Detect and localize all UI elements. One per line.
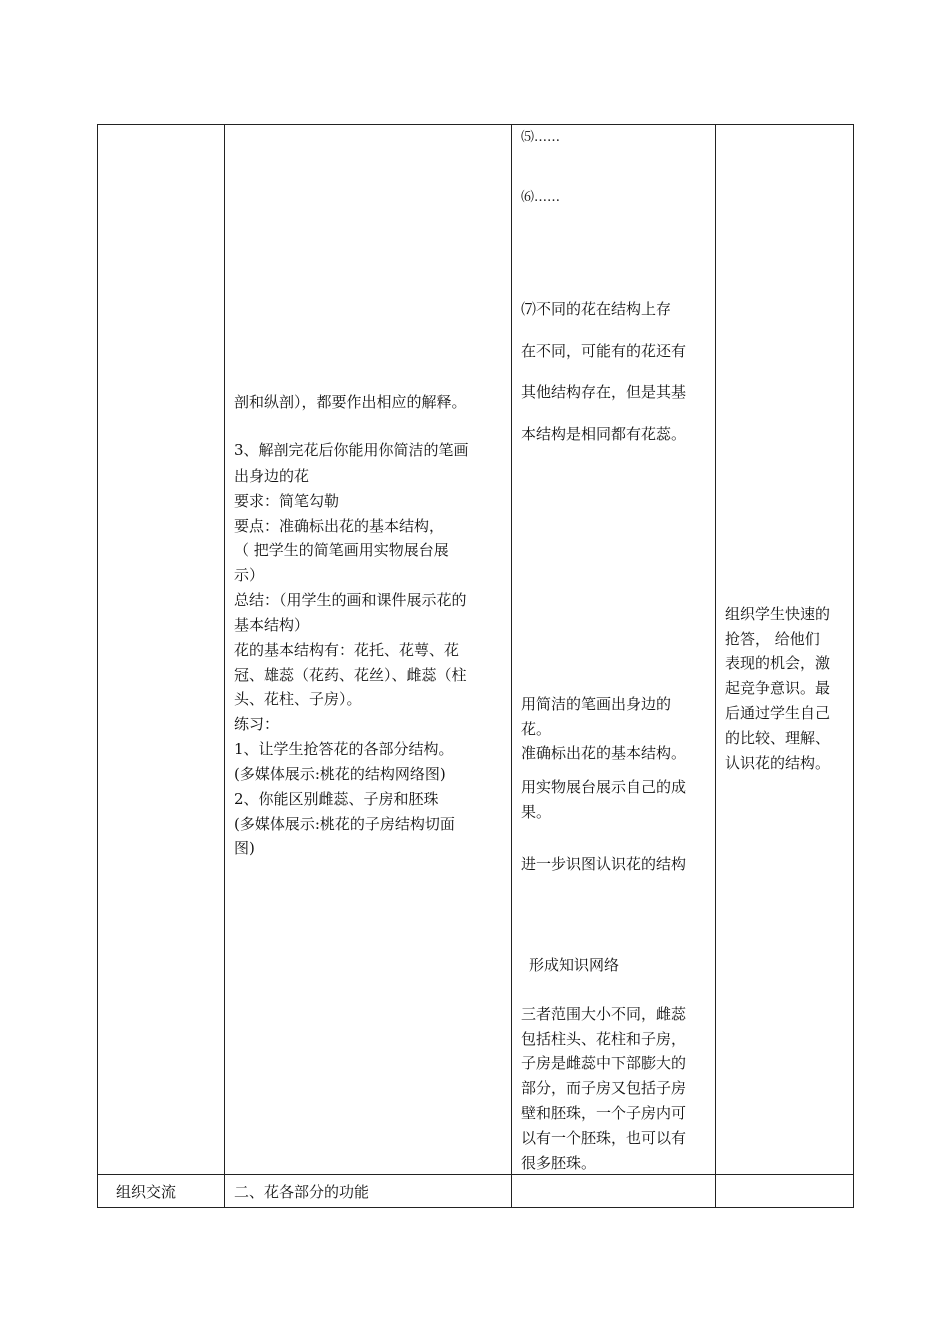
text-line: 要求：简笔勾勒 xyxy=(234,492,340,510)
text-line: 壁和胚珠，一个子房内可 xyxy=(521,1104,687,1122)
text-line: 要点：准确标出花的基本结构， xyxy=(234,517,445,535)
text-line: 在不同，可能有的花还有 xyxy=(521,342,687,360)
section-heading: 二、花各部分的功能 xyxy=(234,1183,370,1201)
text-line: 本结构是相同都有花蕊。 xyxy=(521,425,687,443)
teacher-activity-cell xyxy=(225,125,512,1175)
text-line: 表现的机会，激 xyxy=(725,654,831,672)
table-row xyxy=(98,1175,854,1208)
text-line: (多媒体展示:桃花的子房结构切面 xyxy=(234,815,455,833)
text-line: 图) xyxy=(234,839,255,857)
item-5: ⑸…… xyxy=(521,130,561,145)
text-line: 以有一个胚珠，也可以有 xyxy=(521,1129,687,1147)
stage-cell xyxy=(98,125,225,1175)
student-activity-cell xyxy=(512,125,716,1175)
text-line: (多媒体展示:桃花的结构网络图) xyxy=(234,765,446,783)
text-line: 用实物展台展示自己的成 xyxy=(521,778,687,796)
text-line: 出身边的花 xyxy=(234,467,310,485)
text-line: 花的基本结构有：花托、花萼、花 xyxy=(234,641,460,659)
text-line: 1、让学生抢答花的各部分结构。 xyxy=(234,740,454,758)
text-line: 头、花柱、子房）。 xyxy=(234,690,362,708)
design-intent-cell xyxy=(716,125,854,1175)
text-line: 基本结构） xyxy=(234,616,310,634)
text-line: 3、解剖完花后你能用你简洁的笔画 xyxy=(234,441,469,459)
stage-cell xyxy=(98,1175,225,1208)
text-line: 包括柱头、花柱和子房， xyxy=(521,1030,687,1048)
stage-label: 组织交流 xyxy=(116,1183,177,1201)
student-activity-cell xyxy=(512,1175,716,1208)
text-line: 认识花的结构。 xyxy=(725,754,831,772)
item-6: ⑹…… xyxy=(521,190,561,205)
text-line: 抢答， 给他们 xyxy=(725,630,820,648)
design-intent-cell xyxy=(716,1175,854,1208)
table-row xyxy=(98,125,854,1175)
text-line: 部分，而子房又包括子房 xyxy=(521,1079,687,1097)
text-line: 示） xyxy=(234,566,265,584)
text-line: 三者范围大小不同，雌蕊 xyxy=(521,1005,687,1023)
text-line: 用简洁的笔画出身边的 xyxy=(521,695,672,713)
text-line: 剖和纵剖），都要作出相应的解释。 xyxy=(234,393,467,411)
lesson-plan-table xyxy=(97,124,854,1208)
text-line: 果。 xyxy=(521,803,552,821)
text-line: ⑺不同的花在结构上存 xyxy=(521,300,672,318)
text-line: 其他结构存在，但是其基 xyxy=(521,383,687,401)
text-line: 很多胚珠。 xyxy=(521,1154,597,1172)
text-line: 的比较、理解、 xyxy=(725,729,831,747)
text-line: 形成知识网络 xyxy=(529,956,620,974)
text-line: 子房是雌蕊中下部膨大的 xyxy=(521,1054,687,1072)
text-line: 总结：（用学生的画和课件展示花的 xyxy=(234,591,467,609)
text-line: 起竞争意识。最 xyxy=(725,679,831,697)
text-line: 练习： xyxy=(234,715,280,733)
text-line: 2、你能区别雌蕊、子房和胚珠 xyxy=(234,790,439,808)
text-line: 后通过学生自己 xyxy=(725,704,831,722)
text-line: 花。 xyxy=(521,720,552,738)
text-line: 进一步识图认识花的结构 xyxy=(521,855,687,873)
text-line: 准确标出花的基本结构。 xyxy=(521,744,687,762)
teacher-activity-cell xyxy=(225,1175,512,1208)
text-line: （ 把学生的简笔画用实物展台展 xyxy=(234,541,449,559)
text-line: 组织学生快速的 xyxy=(725,605,831,623)
text-line: 冠、雄蕊（花药、花丝）、雌蕊（柱 xyxy=(234,666,467,684)
